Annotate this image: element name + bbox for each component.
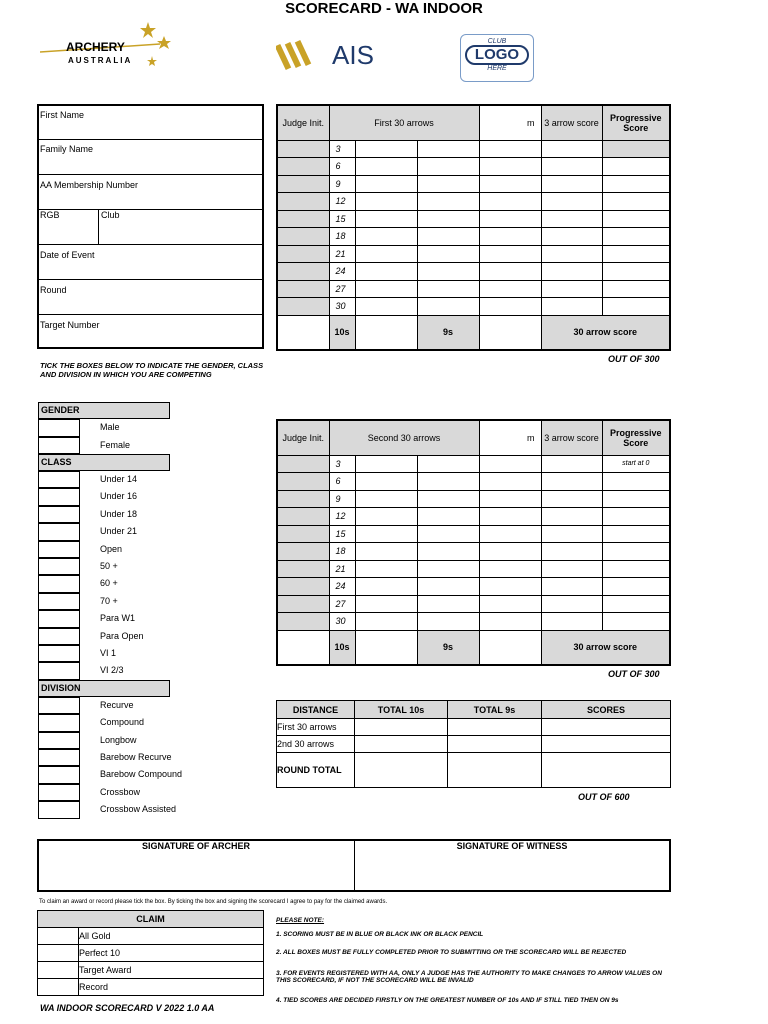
arrow-cell[interactable]: [417, 228, 479, 246]
three-arrow-cell[interactable]: [541, 613, 602, 631]
arrow-cell[interactable]: [355, 578, 417, 596]
three-arrow-cell[interactable]: [541, 578, 602, 596]
aa-line1: ARCHERY: [66, 40, 125, 54]
arrow-cell[interactable]: [355, 280, 417, 298]
arrow-count: 18: [329, 543, 355, 561]
arrow-cell[interactable]: [479, 560, 541, 578]
arrow-cell[interactable]: [479, 543, 541, 561]
class-checkbox[interactable]: [38, 506, 80, 523]
arrow-cell[interactable]: [479, 455, 541, 473]
notes-heading: PLEASE NOTE:: [276, 917, 325, 924]
judge-cell[interactable]: [277, 525, 329, 543]
judge-cell[interactable]: [277, 210, 329, 228]
witness-signature[interactable]: SIGNATURE OF WITNESS: [456, 841, 568, 851]
class-checkbox[interactable]: [38, 488, 80, 505]
progressive-header: Progressive Score: [602, 105, 670, 140]
arrow-cell[interactable]: [355, 525, 417, 543]
arrow-cell[interactable]: [479, 508, 541, 526]
class-option: Para Open: [100, 630, 144, 641]
arrow-count: 6: [329, 158, 355, 176]
arrow-cell[interactable]: [417, 508, 479, 526]
claim-checkbox[interactable]: [38, 928, 79, 945]
arrow-count: 24: [329, 578, 355, 596]
judge-cell[interactable]: [277, 613, 329, 631]
division-option: Crossbow Assisted: [100, 804, 177, 815]
end2-grid: [276, 419, 671, 666]
arrow-count: 24: [329, 263, 355, 281]
judge-header: Judge Init.: [277, 420, 329, 455]
class-header: CLASS: [38, 454, 170, 471]
judge-cell[interactable]: [277, 193, 329, 211]
tens-cell[interactable]: [355, 315, 417, 350]
class-option: Under 21: [100, 526, 138, 537]
archer-signature[interactable]: SIGNATURE OF ARCHER: [142, 841, 250, 851]
distance-header: DISTANCE: [277, 701, 355, 719]
division-checkbox[interactable]: [38, 749, 80, 766]
arrow-count: 21: [329, 245, 355, 263]
arrow-count: 15: [329, 525, 355, 543]
judge-cell[interactable]: [277, 490, 329, 508]
summary-row-label: First 30 arrows: [277, 719, 355, 736]
three-arrow-cell[interactable]: [541, 210, 602, 228]
arrow-cell[interactable]: [417, 158, 479, 176]
arrow-cell[interactable]: [479, 158, 541, 176]
ais-text: AIS: [332, 40, 374, 70]
class-option: Open: [100, 543, 123, 554]
three-arrow-cell[interactable]: [541, 228, 602, 246]
judge-cell[interactable]: [277, 245, 329, 263]
judge-cell[interactable]: [277, 578, 329, 596]
personal-info-form: [37, 104, 264, 349]
division-option: Recurve: [100, 699, 134, 710]
class-option: 70 +: [100, 595, 118, 606]
three-arrow-cell[interactable]: [541, 595, 602, 613]
gender-checkbox[interactable]: [38, 437, 80, 455]
arrow-cell[interactable]: [417, 263, 479, 281]
arrow-count: 12: [329, 508, 355, 526]
arrow-count: 9: [329, 490, 355, 508]
total-label: 30 arrow score: [541, 630, 670, 665]
arrow-cell[interactable]: [417, 525, 479, 543]
target-number-field[interactable]: Target Number: [40, 320, 100, 330]
claim-checkbox[interactable]: [38, 962, 79, 979]
arrow-count: 3: [329, 455, 355, 473]
end2-out-of: OUT OF 300: [608, 669, 660, 679]
judge-cell[interactable]: [277, 228, 329, 246]
division-option: Compound: [100, 717, 145, 728]
end-header: First 30 arrows: [329, 105, 479, 140]
class-checkbox[interactable]: [38, 593, 80, 610]
judge-cell[interactable]: [277, 140, 329, 158]
aa-number-field[interactable]: AA Membership Number: [40, 180, 139, 190]
distance-m: m: [479, 105, 541, 140]
arrow-cell[interactable]: [355, 263, 417, 281]
gender-header: GENDER: [38, 402, 170, 419]
start-note: start at 0: [602, 455, 670, 473]
judge-cell[interactable]: [277, 543, 329, 561]
arrow-cell[interactable]: [355, 175, 417, 193]
arrow-cell[interactable]: [355, 455, 417, 473]
arrow-cell[interactable]: [417, 490, 479, 508]
arrow-cell[interactable]: [479, 578, 541, 596]
arrow-count: 9: [329, 175, 355, 193]
class-option: 60 +: [100, 578, 118, 589]
judge-cell[interactable]: [277, 158, 329, 176]
arrow-cell[interactable]: [355, 158, 417, 176]
arrow-cell[interactable]: [417, 595, 479, 613]
note-1: 1. SCORING MUST BE IN BLUE OR BLACK INK OR BLACK PENCIL: [276, 931, 484, 938]
arrow-cell[interactable]: [355, 298, 417, 316]
three-arrow-cell[interactable]: [541, 140, 602, 158]
first-name-field[interactable]: First Name: [40, 110, 85, 120]
class-option: VI 2/3: [100, 665, 124, 676]
arrow-cell[interactable]: [355, 595, 417, 613]
round-field[interactable]: Round: [40, 285, 67, 295]
arrow-cell[interactable]: [417, 543, 479, 561]
tens-label: 10s: [329, 630, 355, 665]
date-field[interactable]: Date of Event: [40, 250, 95, 260]
nines-label: 9s: [417, 630, 479, 665]
class-option: 50 +: [100, 561, 118, 571]
class-option: VI 1: [100, 648, 117, 658]
arrow-count: 18: [329, 228, 355, 246]
note-4: 4. TIED SCORES ARE DECIDED FIRSTLY ON THE GREATEST NUMBER OF 10s AND IF STILL TIED THEN ON 9s: [276, 997, 619, 1004]
claim-item: All Gold: [79, 928, 264, 945]
judge-header: Judge Init.: [277, 105, 329, 140]
arrow-cell[interactable]: [355, 245, 417, 263]
arrow-cell[interactable]: [417, 140, 479, 158]
arrow-cell[interactable]: [355, 508, 417, 526]
claim-item: Perfect 10: [79, 945, 264, 962]
gender-option: Male: [100, 422, 120, 432]
three-arrow-cell[interactable]: [541, 490, 602, 508]
arrow-cell[interactable]: [355, 473, 417, 491]
total-label: 30 arrow score: [541, 315, 670, 350]
distance-m: m: [479, 420, 541, 455]
three-arrow-cell[interactable]: [541, 193, 602, 211]
arrow-cell[interactable]: [479, 525, 541, 543]
class-checkbox[interactable]: [38, 628, 80, 645]
nines-cell[interactable]: [479, 315, 541, 350]
arrow-count: 15: [329, 210, 355, 228]
three-arrow-cell[interactable]: [541, 298, 602, 316]
club-logo: CLUB LOGO HERE: [460, 34, 534, 82]
arrow-cell[interactable]: [479, 228, 541, 246]
division-checkbox[interactable]: [38, 784, 80, 801]
arrow-count: 12: [329, 193, 355, 211]
arrow-cell[interactable]: [417, 210, 479, 228]
division-header: DIVISION: [38, 680, 170, 697]
total10-header: TOTAL 10s: [355, 701, 448, 719]
arrow-cell[interactable]: [479, 473, 541, 491]
judge-cell[interactable]: [277, 455, 329, 473]
arrow-cell[interactable]: [355, 228, 417, 246]
claim-item: Record: [79, 979, 264, 996]
class-checkbox[interactable]: [38, 662, 80, 679]
arrow-count: 30: [329, 613, 355, 631]
end1-grid: [276, 104, 671, 351]
family-name-field[interactable]: Family Name: [40, 144, 94, 154]
judge-cell[interactable]: [277, 263, 329, 281]
three-arrow-cell[interactable]: [541, 245, 602, 263]
three-arrow-cell[interactable]: [541, 455, 602, 473]
arrow-cell[interactable]: [479, 613, 541, 631]
summary-row-label: ROUND TOTAL: [277, 753, 355, 788]
judge-cell[interactable]: [277, 280, 329, 298]
class-checkbox[interactable]: [38, 558, 80, 575]
arrow-cell[interactable]: [479, 490, 541, 508]
arrow-cell[interactable]: [417, 245, 479, 263]
arrow-cell[interactable]: [479, 280, 541, 298]
total-out-of: OUT OF 600: [578, 792, 630, 802]
arrow-cell[interactable]: [479, 140, 541, 158]
three-arrow-cell[interactable]: [541, 560, 602, 578]
arrow-cell[interactable]: [479, 595, 541, 613]
division-checkbox[interactable]: [38, 697, 80, 714]
tens-cell[interactable]: [355, 630, 417, 665]
arrow-cell[interactable]: [417, 175, 479, 193]
three-arrow-cell[interactable]: [541, 175, 602, 193]
three-arrow-cell[interactable]: [541, 263, 602, 281]
arrow-cell[interactable]: [479, 193, 541, 211]
judge-cell[interactable]: [277, 175, 329, 193]
claim-item: Target Award: [79, 962, 264, 979]
arrow-cell[interactable]: [417, 613, 479, 631]
class-option: Under 18: [100, 508, 138, 519]
division-checkbox[interactable]: [38, 801, 80, 818]
ais-logo: [276, 38, 374, 79]
arrow-count: 6: [329, 473, 355, 491]
division-checkbox[interactable]: [38, 732, 80, 749]
class-option: Para W1: [100, 613, 136, 624]
summary-table: [276, 700, 671, 788]
award-note: To claim an award or record please tick the box. By ticking the box and signing the scorecard I agree to pay for the claimed awards.: [39, 899, 388, 905]
class-option: Under 16: [100, 491, 138, 502]
judge-cell[interactable]: [277, 298, 329, 316]
class-checkbox[interactable]: [38, 471, 80, 488]
nines-label: 9s: [417, 315, 479, 350]
footer-version: WA INDOOR SCORECARD V 2022 1.0 AA: [40, 1003, 215, 1013]
arrow-cell[interactable]: [417, 473, 479, 491]
judge-cell[interactable]: [277, 595, 329, 613]
arrow-count: 3: [329, 140, 355, 158]
three-arrow-cell[interactable]: [541, 158, 602, 176]
page-title: SCORECARD - WA INDOOR: [285, 0, 483, 17]
arrow-cell[interactable]: [479, 210, 541, 228]
summary-row-label: 2nd 30 arrows: [277, 736, 355, 753]
arrow-count: 27: [329, 595, 355, 613]
claim-checkbox[interactable]: [38, 945, 79, 962]
arrow-cell[interactable]: [417, 193, 479, 211]
division-checkbox[interactable]: [38, 766, 80, 783]
division-option: Barebow Compound: [100, 769, 183, 780]
arrow-cell[interactable]: [355, 543, 417, 561]
note-2: 2. ALL BOXES MUST BE FULLY COMPLETED PRIOR TO SUBMITTING OR THE SCORECARD WILL BE REJECTED: [276, 949, 627, 956]
three-arrow-cell[interactable]: [541, 543, 602, 561]
claim-header: CLAIM: [38, 911, 264, 928]
aa-line2: AUSTRALIA: [68, 56, 133, 65]
three-arrow-cell[interactable]: [541, 525, 602, 543]
arrow-cell[interactable]: [417, 455, 479, 473]
archery-australia-logo: [40, 22, 180, 82]
division-checkbox[interactable]: [38, 714, 80, 731]
class-option: Under 14: [100, 474, 138, 484]
tick-instructions: TICK THE BOXES BELOW TO INDICATE THE GENDER, CLASS AND DIVISION IN WHICH YOU ARE COMPETING: [40, 361, 264, 379]
club-field[interactable]: Club: [101, 210, 120, 220]
end1-out-of: OUT OF 300: [608, 354, 660, 364]
arrow-cell[interactable]: [417, 280, 479, 298]
class-checkbox[interactable]: [38, 610, 80, 627]
division-option: Longbow: [100, 734, 137, 745]
arrow-cell[interactable]: [479, 298, 541, 316]
three-arrow-cell[interactable]: [541, 508, 602, 526]
class-checkbox[interactable]: [38, 645, 80, 662]
three-arrow-cell[interactable]: [541, 280, 602, 298]
class-checkbox[interactable]: [38, 575, 80, 592]
gender-checkbox[interactable]: [38, 419, 80, 437]
total9-header: TOTAL 9s: [448, 701, 542, 719]
arrow-cell[interactable]: [355, 140, 417, 158]
class-checkbox[interactable]: [38, 523, 80, 540]
note-3: 3. FOR EVENTS REGISTERED WITH AA, ONLY A JUDGE HAS THE AUTHORITY TO MAKE CHANGES TO ARROW VALUES ON THIS SCORECARD, IF NOT THE SCORECARD WILL BE INVALID: [276, 970, 662, 984]
division-option: Barebow Recurve: [100, 752, 172, 762]
arrow-cell[interactable]: [417, 578, 479, 596]
rgb-field[interactable]: RGB: [40, 210, 60, 220]
class-checkbox[interactable]: [38, 541, 80, 558]
arrow-cell[interactable]: [355, 490, 417, 508]
judge-cell[interactable]: [277, 473, 329, 491]
arrow-cell[interactable]: [355, 560, 417, 578]
arrow-count: 30: [329, 298, 355, 316]
arrow-cell[interactable]: [355, 210, 417, 228]
nines-cell[interactable]: [479, 630, 541, 665]
arrow-cell[interactable]: [479, 263, 541, 281]
arrow-cell[interactable]: [479, 175, 541, 193]
end-header: Second 30 arrows: [329, 420, 479, 455]
three-arrow-cell[interactable]: [541, 473, 602, 491]
arrow-cell[interactable]: [355, 613, 417, 631]
arrow-cell[interactable]: [479, 245, 541, 263]
arrow-cell[interactable]: [417, 560, 479, 578]
claim-table: [37, 910, 264, 996]
three-arrow-header: 3 arrow score: [541, 105, 602, 140]
arrow-count: 21: [329, 560, 355, 578]
arrow-cell[interactable]: [417, 298, 479, 316]
three-arrow-header: 3 arrow score: [541, 420, 602, 455]
judge-cell[interactable]: [277, 508, 329, 526]
arrow-cell[interactable]: [355, 193, 417, 211]
progressive-header: Progressive Score: [602, 420, 670, 455]
claim-checkbox[interactable]: [38, 979, 79, 996]
scores-header: SCORES: [542, 701, 671, 719]
judge-cell[interactable]: [277, 560, 329, 578]
arrow-count: 27: [329, 280, 355, 298]
gender-option: Female: [100, 439, 131, 450]
tens-label: 10s: [329, 315, 355, 350]
division-option: Crossbow: [100, 786, 141, 797]
